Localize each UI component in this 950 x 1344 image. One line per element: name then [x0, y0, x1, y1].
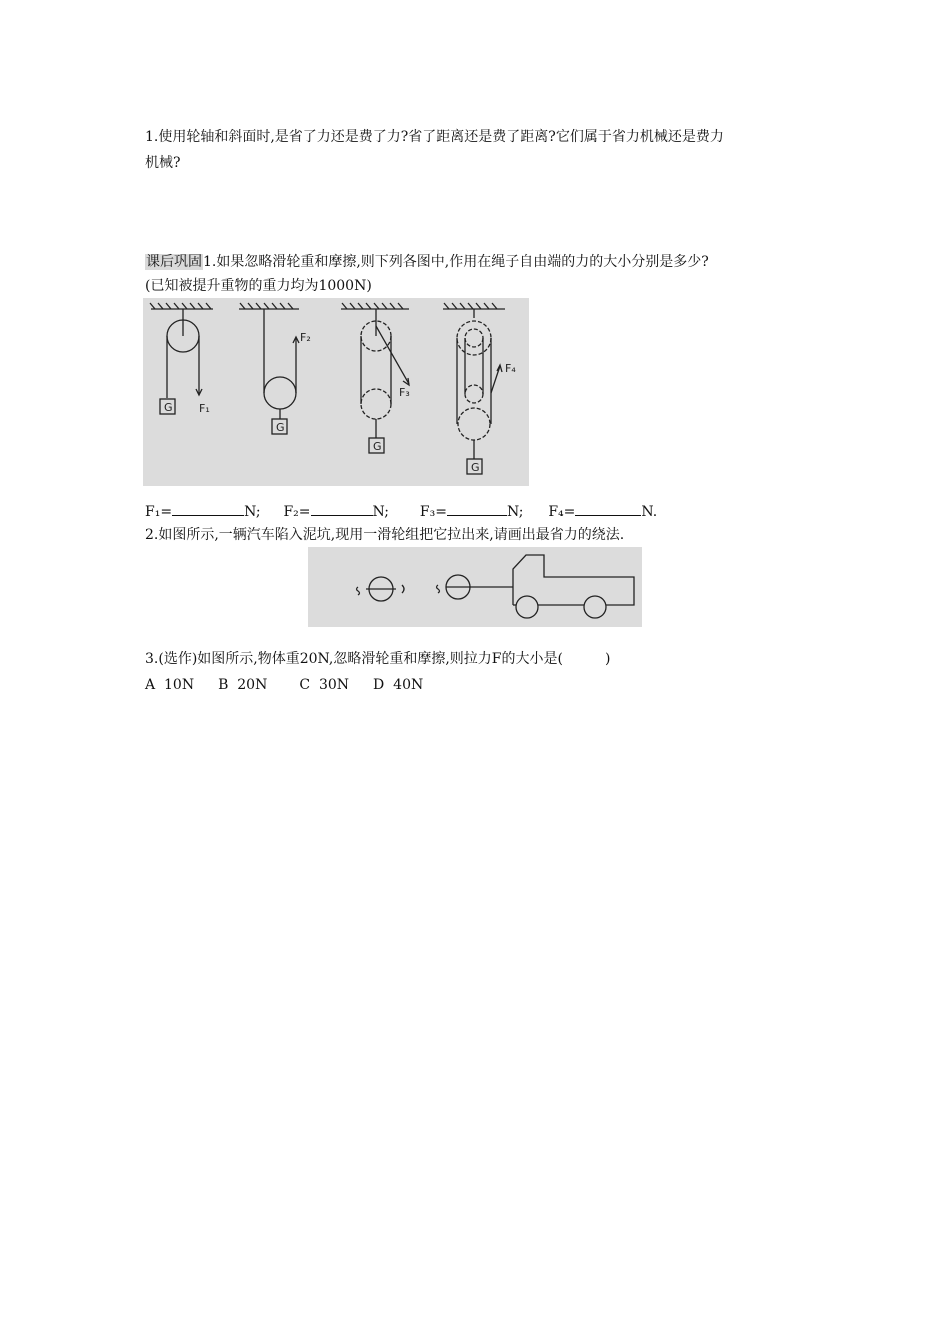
answer-f2-blank[interactable] — [311, 501, 373, 516]
q2-text: 2.如图所示,一辆汽车陷入泥坑,现用一滑轮组把它拉出来,请画出最省力的绕法. — [145, 527, 625, 543]
answer-f4-unit: N. — [641, 504, 658, 520]
q3-option-d[interactable]: D 40N — [373, 677, 424, 693]
force-label-f4: F₄ — [505, 362, 516, 375]
truck — [513, 555, 634, 618]
consolidate-tag: 课后巩固 — [146, 254, 202, 270]
consolidate-line2: (已知被提升重物的重力均为1000N) — [145, 278, 372, 294]
q3-text: 3.(选作)如图所示,物体重20N,忽略滑轮重和摩擦,则拉力F的大小是( ) — [145, 651, 611, 667]
pulley-block-two-setup — [341, 303, 409, 453]
force-label-f2: F₂ — [300, 331, 311, 344]
truck-pulley — [437, 575, 514, 599]
q3-option-b[interactable]: B 20N — [218, 677, 268, 693]
answer-f3-unit: N; — [506, 504, 524, 520]
fixed-pulley-setup — [150, 303, 213, 414]
q3-option-c[interactable]: C 30N — [299, 677, 350, 693]
truck-figure — [308, 547, 642, 627]
weight-label-2: G — [276, 421, 285, 434]
force-label-f1: F₁ — [199, 402, 210, 415]
answer-f3-blank[interactable] — [447, 501, 507, 516]
answer-f3-label: F₃= — [419, 504, 447, 520]
pulley-figure — [143, 298, 529, 486]
weight-label-4: G — [471, 461, 480, 474]
pulley-diagram — [143, 298, 529, 486]
consolidate-line1 — [145, 252, 709, 272]
consolidate-question: 1.如果忽略滑轮重和摩擦,则下列各图中,作用在绳子自由端的力的大小分别是多少? — [203, 254, 709, 270]
answer-f2-unit: N; — [372, 504, 389, 520]
q3-option-a[interactable]: A 10N — [145, 677, 195, 693]
answer-f2-label: F₂= — [283, 504, 311, 520]
free-pulley-left — [357, 577, 405, 601]
answer-f4-label: F₄= — [548, 504, 576, 520]
weight-label-1: G — [164, 401, 173, 414]
answer-f1-unit: N; — [244, 504, 261, 520]
truck-diagram — [308, 547, 642, 627]
q3-options — [145, 675, 423, 695]
pulley-block-multi-setup — [443, 303, 505, 474]
force-label-f3: F₃ — [399, 386, 410, 399]
weight-label-3: G — [373, 440, 382, 453]
movable-pulley-setup — [239, 303, 299, 434]
answer-line — [145, 501, 657, 522]
answer-f4-blank[interactable] — [575, 501, 641, 516]
q1-line2: 机械? — [145, 155, 181, 171]
answer-f1-label: F₁= — [145, 504, 173, 520]
answer-f1-blank[interactable] — [172, 501, 244, 516]
q1-line1: 1.使用轮轴和斜面时,是省了力还是费了力?省了距离还是费了距离?它们属于省力机械还是费力 — [145, 129, 724, 145]
